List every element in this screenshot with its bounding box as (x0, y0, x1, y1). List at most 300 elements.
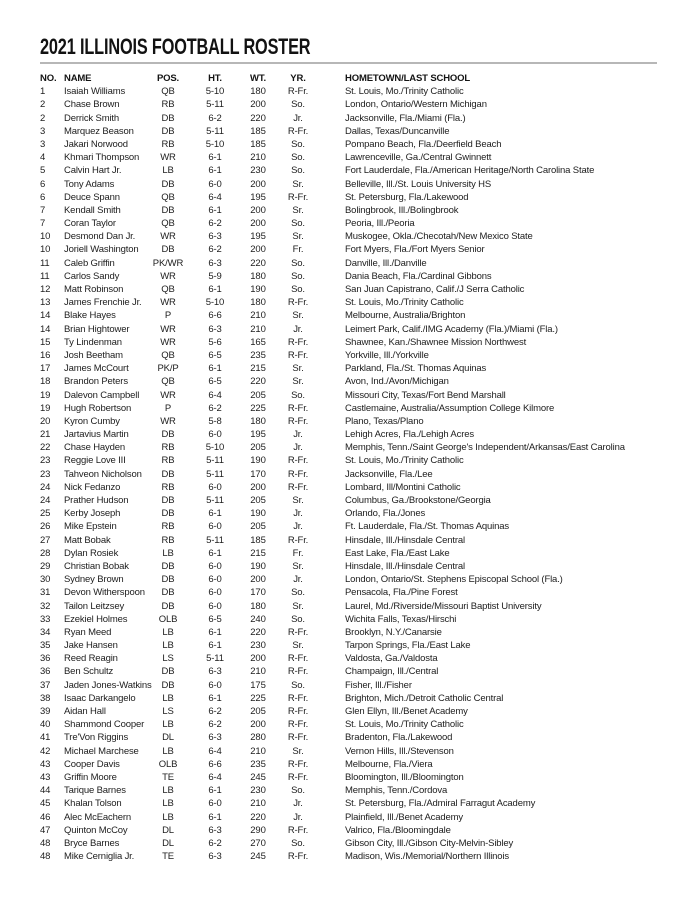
table-row (40, 428, 660, 441)
table-row (40, 178, 660, 191)
cell-pos: P (164, 310, 172, 322)
cell-pos: DB (161, 574, 175, 586)
cell-yr: Jr. (293, 508, 303, 520)
table-row (40, 797, 660, 810)
cell-wt: 170 (250, 468, 266, 480)
cell-pos: DB (161, 560, 175, 572)
cell-name: Josh Beetham (64, 349, 123, 361)
cell-no: 16 (40, 349, 51, 361)
cell-ht: 6-0 (208, 600, 222, 612)
cell-no: 21 (40, 429, 51, 441)
cell-no: 36 (40, 653, 51, 665)
table-row (40, 138, 660, 151)
cell-ht: 6-1 (208, 363, 222, 375)
cell-no: 29 (40, 560, 51, 572)
cell-wt: 245 (250, 771, 266, 783)
cell-ht: 6-2 (208, 706, 222, 717)
cell-wt: 180 (250, 86, 266, 98)
cell-no: 11 (40, 257, 50, 269)
cell-hometown: Fisher, Ill./Fisher (345, 679, 412, 691)
cell-yr: R-Fr. (287, 349, 309, 361)
cell-pos: RB (161, 442, 175, 454)
cell-yr: R-Fr. (287, 534, 309, 546)
table-row (40, 758, 660, 771)
cell-pos: RB (161, 99, 175, 111)
cell-ht: 6-0 (208, 521, 222, 533)
cell-name: Shammond Cooper (64, 719, 145, 731)
table-row (40, 257, 660, 270)
cell-ht: 6-3 (208, 851, 222, 863)
table-row (40, 639, 660, 652)
cell-wt: 200 (250, 653, 266, 665)
cell-hometown: Plainfield, Ill./Benet Academy (345, 811, 464, 823)
cell-no: 10 (40, 231, 51, 243)
table-row (40, 296, 660, 309)
cell-wt: 210 (250, 310, 266, 322)
cell-hometown: Hinsdale, Ill./Hinsdale Central (345, 560, 465, 572)
header-cell-hometown: HOMETOWN/LAST SCHOOL (345, 73, 471, 84)
cell-no: 18 (40, 376, 51, 388)
cell-hometown: Valrico, Fla./Bloomingdale (345, 824, 451, 836)
cell-pos: LB (162, 692, 174, 704)
cell-hometown: Shawnee, Kan./Shawnee Mission Northwest (345, 336, 527, 348)
cell-yr: Jr. (293, 798, 303, 810)
cell-hometown: Fort Lauderdale, Fla./American Heritage/North Carolina State (345, 165, 595, 177)
cell-no: 23 (40, 455, 51, 467)
cell-no: 43 (40, 771, 51, 783)
cell-wt: 200 (250, 244, 266, 256)
cell-ht: 6-3 (208, 323, 222, 335)
table-row (40, 679, 660, 692)
cell-wt: 230 (250, 785, 266, 797)
cell-name: Devon Witherspoon (64, 587, 145, 599)
cell-name: Jake Hansen (64, 640, 118, 652)
cell-ht: 6-2 (208, 402, 222, 414)
cell-no: 46 (40, 811, 51, 823)
cell-no: 48 (40, 851, 51, 863)
cell-pos: WR (160, 336, 176, 348)
cell-pos: DB (161, 204, 175, 216)
cell-hometown: London, Ontario/Western Michigan (345, 99, 487, 111)
cell-ht: 5-11 (206, 534, 224, 546)
cell-name: Kyron Cumby (64, 415, 120, 427)
cell-name: Chase Hayden (64, 442, 126, 454)
cell-name: Aidan Hall (64, 706, 106, 717)
cell-pos: WR (160, 270, 176, 282)
cell-hometown: Melbourne, Fla./Viera (345, 758, 433, 770)
cell-hometown: Peoria, Ill./Peoria (345, 218, 415, 230)
cell-name: Cooper Davis (64, 758, 120, 770)
cell-hometown: Vernon Hills, Ill./Stevenson (345, 745, 454, 757)
header-cell-pos: POS. (156, 73, 180, 84)
cell-pos: OLB (158, 613, 178, 625)
table-row (40, 98, 660, 111)
table-row (40, 349, 660, 362)
cell-hometown: St. Petersburg, Fla./Lakewood (345, 191, 469, 203)
table-row (40, 454, 660, 467)
table-row (40, 811, 660, 824)
cell-hometown: St. Louis, Mo./Trinity Catholic (345, 455, 464, 467)
cell-yr: Sr. (292, 560, 304, 572)
cell-name: Sydney Brown (64, 574, 124, 586)
cell-yr: R-Fr. (287, 692, 309, 704)
cell-hometown: Columbus, Ga./Brookstone/Georgia (345, 495, 491, 506)
cell-no: 25 (40, 508, 51, 520)
cell-name: Tarique Barnes (64, 785, 126, 797)
cell-name: Desmond Dan Jr. (64, 231, 136, 243)
cell-no: 2 (40, 112, 46, 124)
cell-pos: P (164, 402, 172, 414)
cell-no: 19 (40, 402, 51, 414)
cell-hometown: Parkland, Fla./St. Thomas Aquinas (345, 363, 487, 375)
cell-yr: So. (291, 679, 305, 691)
cell-pos: RB (161, 534, 175, 546)
cell-hometown: Missouri City, Texas/Fort Bend Marshall (345, 389, 506, 401)
cell-wt: 205 (250, 521, 266, 533)
cell-wt: 290 (250, 824, 266, 836)
cell-hometown: Jacksonville, Fla./Miami (Fla.) (345, 112, 466, 124)
table-row (40, 283, 660, 296)
cell-no: 7 (40, 204, 46, 216)
cell-hometown: St. Petersburg, Fla./Admiral Farragut Academy (345, 798, 536, 810)
cell-name: Khalan Tolson (64, 798, 122, 810)
cell-wt: 170 (250, 587, 266, 599)
cell-yr: R-Fr. (287, 336, 309, 348)
cell-no: 15 (40, 336, 51, 348)
cell-no: 19 (40, 389, 51, 401)
cell-wt: 185 (250, 534, 266, 546)
cell-no: 36 (40, 666, 51, 678)
table-row (40, 573, 660, 586)
cell-wt: 235 (250, 349, 266, 361)
cell-name: Dylan Rosiek (64, 547, 119, 559)
cell-hometown: Madison, Wis./Memorial/Northern Illinois (345, 851, 509, 863)
cell-name: Isaac Darkangelo (64, 692, 136, 704)
cell-yr: Jr. (293, 442, 303, 454)
cell-ht: 6-2 (208, 244, 222, 256)
cell-ht: 6-1 (208, 152, 222, 164)
cell-hometown: Memphis, Tenn./Cordova (345, 785, 448, 797)
cell-ht: 6-1 (208, 626, 222, 638)
cell-ht: 6-0 (208, 429, 222, 441)
cell-wt: 230 (250, 640, 266, 652)
cell-wt: 190 (250, 284, 266, 295)
cell-yr: R-Fr. (287, 666, 309, 678)
cell-ht: 6-6 (208, 758, 222, 770)
cell-ht: 6-1 (208, 692, 222, 704)
cell-pos: TE (162, 851, 174, 863)
cell-wt: 200 (250, 218, 266, 230)
cell-hometown: San Juan Capistrano, Calif./J Serra Catholic (345, 284, 525, 295)
roster-table (40, 72, 660, 863)
cell-yr: So. (291, 152, 305, 164)
cell-wt: 210 (250, 152, 266, 164)
cell-name: Mike Epstein (64, 521, 117, 533)
cell-yr: Sr. (292, 640, 304, 652)
cell-pos: LB (162, 719, 174, 731)
cell-name: Brandon Peters (64, 376, 128, 388)
cell-ht: 6-4 (208, 745, 222, 757)
cell-name: Prather Hudson (64, 495, 129, 506)
table-row (40, 389, 660, 402)
cell-pos: QB (161, 284, 175, 295)
cell-name: Ezekiel Holmes (64, 613, 128, 625)
table-header (40, 72, 660, 85)
table-row (40, 613, 660, 626)
cell-yr: R-Fr. (287, 653, 309, 665)
cell-yr: R-Fr. (287, 402, 309, 414)
cell-ht: 6-4 (208, 191, 222, 203)
cell-hometown: Champaign, Ill./Central (345, 666, 439, 678)
cell-no: 3 (40, 138, 46, 150)
cell-name: Hugh Robertson (64, 402, 132, 414)
cell-wt: 220 (250, 626, 266, 638)
cell-pos: QB (161, 349, 175, 361)
table-row (40, 824, 660, 837)
cell-pos: LB (162, 165, 174, 177)
cell-yr: Jr. (293, 112, 303, 124)
cell-name: Khmari Thompson (64, 152, 140, 164)
table-row (40, 771, 660, 784)
cell-ht: 6-5 (208, 613, 222, 625)
cell-pos: PK/WR (152, 257, 184, 269)
cell-name: James McCourt (64, 363, 129, 375)
cell-wt: 205 (250, 389, 266, 401)
cell-yr: R-Fr. (287, 626, 309, 638)
table-row (40, 323, 660, 336)
cell-wt: 245 (250, 851, 266, 863)
cell-wt: 200 (250, 99, 266, 111)
cell-wt: 220 (250, 257, 266, 269)
table-row (40, 230, 660, 243)
cell-wt: 220 (250, 112, 266, 124)
table-row (40, 204, 660, 217)
cell-ht: 6-0 (208, 481, 222, 493)
cell-wt: 220 (250, 811, 266, 823)
cell-ht: 5-11 (206, 468, 224, 480)
cell-pos: DB (161, 244, 175, 256)
table-row (40, 270, 660, 283)
cell-pos: DB (161, 495, 175, 506)
header-cell-wt: WT. (250, 73, 266, 84)
table-row (40, 560, 660, 573)
cell-pos: DL (162, 732, 174, 744)
title-rule (40, 62, 657, 64)
cell-name: Derrick Smith (64, 112, 120, 124)
cell-no: 27 (40, 534, 51, 546)
cell-no: 5 (40, 165, 46, 177)
cell-wt: 180 (250, 270, 266, 282)
cell-name: Reggie Love III (64, 455, 126, 467)
cell-no: 42 (40, 745, 51, 757)
cell-hometown: Lombard, Ill/Montini Catholic (345, 481, 461, 493)
cell-no: 28 (40, 547, 51, 559)
cell-ht: 6-3 (208, 257, 222, 269)
table-row (40, 151, 660, 164)
cell-pos: DB (161, 429, 175, 441)
table-row (40, 112, 660, 125)
cell-name: Dalevon Campbell (64, 389, 140, 401)
cell-yr: R-Fr. (287, 851, 309, 863)
cell-hometown: St. Louis, Mo./Trinity Catholic (345, 297, 464, 309)
cell-wt: 195 (250, 191, 266, 203)
cell-no: 33 (40, 613, 51, 625)
cell-hometown: Jacksonville, Fla./Lee (345, 468, 433, 480)
cell-hometown: Laurel, Md./Riverside/Missouri Baptist University (345, 600, 542, 612)
cell-wt: 215 (250, 363, 266, 375)
cell-name: Jartavius Martin (64, 429, 129, 441)
table-row (40, 665, 660, 678)
table-row (40, 652, 660, 665)
cell-ht: 6-5 (208, 376, 222, 388)
cell-yr: Sr. (292, 204, 304, 216)
cell-wt: 240 (250, 613, 266, 625)
cell-name: Kerby Joseph (64, 508, 121, 520)
cell-hometown: Brooklyn, N.Y./Canarsie (345, 626, 442, 638)
cell-yr: Sr. (292, 745, 304, 757)
cell-pos: LB (162, 626, 174, 638)
cell-yr: Jr. (293, 574, 303, 586)
table-row (40, 415, 660, 428)
cell-pos: LB (162, 798, 174, 810)
cell-ht: 5-9 (208, 270, 222, 282)
cell-ht: 6-1 (208, 811, 222, 823)
cell-ht: 5-11 (206, 495, 224, 506)
cell-ht: 6-1 (208, 508, 222, 520)
cell-ht: 6-0 (208, 587, 222, 599)
cell-hometown: Plano, Texas/Plano (345, 415, 424, 427)
cell-name: Jakari Norwood (64, 138, 128, 150)
cell-hometown: Muskogee, Okla./Checotah/New Mexico State (345, 231, 533, 243)
cell-wt: 165 (250, 336, 266, 348)
cell-yr: Jr. (293, 323, 303, 335)
cell-yr: R-Fr. (287, 824, 309, 836)
cell-pos: WR (160, 152, 176, 164)
cell-pos: LS (162, 653, 174, 665)
cell-ht: 6-0 (208, 679, 222, 691)
cell-ht: 5-8 (208, 415, 222, 427)
cell-wt: 205 (250, 442, 266, 454)
cell-ht: 6-2 (208, 112, 222, 124)
cell-pos: LB (162, 547, 174, 559)
cell-pos: DL (162, 824, 174, 836)
cell-ht: 5-11 (206, 99, 224, 111)
cell-name: Ty Lindenman (64, 336, 122, 348)
page-title: 2021 ILLINOIS FOOTBALL ROSTER (40, 34, 311, 59)
table-row (40, 164, 660, 177)
cell-no: 26 (40, 521, 51, 533)
cell-ht: 6-1 (208, 204, 222, 216)
cell-hometown: Belleville, Ill./St. Louis University HS (345, 178, 492, 190)
cell-wt: 215 (250, 547, 266, 559)
header-cell-yr: YR. (290, 73, 306, 84)
cell-hometown: Danville, Ill./Danville (345, 257, 427, 269)
cell-ht: 6-6 (208, 310, 222, 322)
cell-name: Tony Adams (64, 178, 115, 190)
cell-hometown: Wichita Falls, Texas/Hirschi (345, 613, 457, 625)
cell-no: 35 (40, 640, 51, 652)
cell-pos: RB (161, 138, 175, 150)
cell-name: Michael Marchese (64, 745, 139, 757)
cell-pos: LB (162, 811, 174, 823)
cell-no: 45 (40, 798, 51, 810)
cell-hometown: Castlemaine, Australia/Assumption College Kilmore (345, 402, 555, 414)
cell-hometown: East Lake, Fla./East Lake (345, 547, 450, 559)
cell-ht: 6-0 (208, 574, 222, 586)
cell-no: 24 (40, 495, 51, 506)
cell-pos: DB (161, 468, 175, 480)
cell-name: Griffin Moore (64, 771, 117, 783)
cell-no: 12 (40, 284, 51, 295)
cell-no: 20 (40, 415, 51, 427)
table-row (40, 468, 660, 481)
cell-wt: 210 (250, 323, 266, 335)
cell-yr: So. (291, 785, 305, 797)
cell-wt: 210 (250, 745, 266, 757)
cell-no: 6 (40, 178, 46, 190)
cell-yr: Sr. (292, 363, 304, 375)
cell-name: Carlos Sandy (64, 270, 120, 282)
cell-no: 37 (40, 679, 51, 691)
cell-ht: 5-10 (205, 138, 225, 150)
cell-pos: LB (162, 640, 174, 652)
cell-pos: RB (161, 481, 175, 493)
cell-yr: Fr. (292, 244, 304, 256)
cell-no: 1 (40, 86, 46, 98)
cell-name: Ben Schultz (64, 666, 114, 678)
cell-name: Joriell Washington (64, 244, 139, 256)
cell-wt: 235 (250, 758, 266, 770)
table-row (40, 718, 660, 731)
cell-pos: DB (161, 125, 175, 137)
cell-no: 39 (40, 706, 51, 717)
cell-wt: 210 (250, 798, 266, 810)
cell-wt: 230 (250, 165, 266, 177)
cell-name: Bryce Barnes (64, 837, 120, 849)
cell-yr: So. (291, 138, 305, 150)
cell-yr: So. (291, 613, 305, 625)
cell-pos: DB (161, 587, 175, 599)
cell-yr: Jr. (293, 429, 303, 441)
cell-pos: DB (161, 508, 175, 520)
cell-pos: LB (162, 745, 174, 757)
cell-hometown: Fort Myers, Fla./Fort Myers Senior (345, 244, 485, 256)
cell-ht: 6-5 (208, 349, 222, 361)
cell-hometown: Lehigh Acres, Fla./Lehigh Acres (345, 429, 474, 441)
cell-pos: QB (161, 191, 175, 203)
cell-no: 48 (40, 837, 51, 849)
cell-pos: QB (161, 86, 175, 98)
header-cell-no: NO. (40, 73, 57, 84)
cell-name: Ryan Meed (64, 626, 112, 638)
cell-no: 47 (40, 824, 51, 836)
cell-name: Quinton McCoy (64, 824, 128, 836)
cell-ht: 5-11 (206, 125, 224, 137)
cell-name: Chase Brown (64, 99, 120, 111)
cell-hometown: Bloomington, Ill./Bloomington (345, 771, 464, 783)
cell-yr: R-Fr. (287, 468, 309, 480)
cell-wt: 225 (250, 402, 266, 414)
cell-ht: 6-3 (208, 231, 222, 243)
table-row (40, 731, 660, 744)
cell-no: 14 (40, 310, 51, 322)
cell-no: 40 (40, 719, 51, 731)
cell-pos: WR (160, 323, 176, 335)
cell-hometown: Avon, Ind./Avon/Michigan (345, 376, 449, 388)
cell-name: Deuce Spann (64, 191, 120, 203)
cell-ht: 5-10 (205, 297, 225, 309)
cell-wt: 175 (250, 679, 266, 691)
